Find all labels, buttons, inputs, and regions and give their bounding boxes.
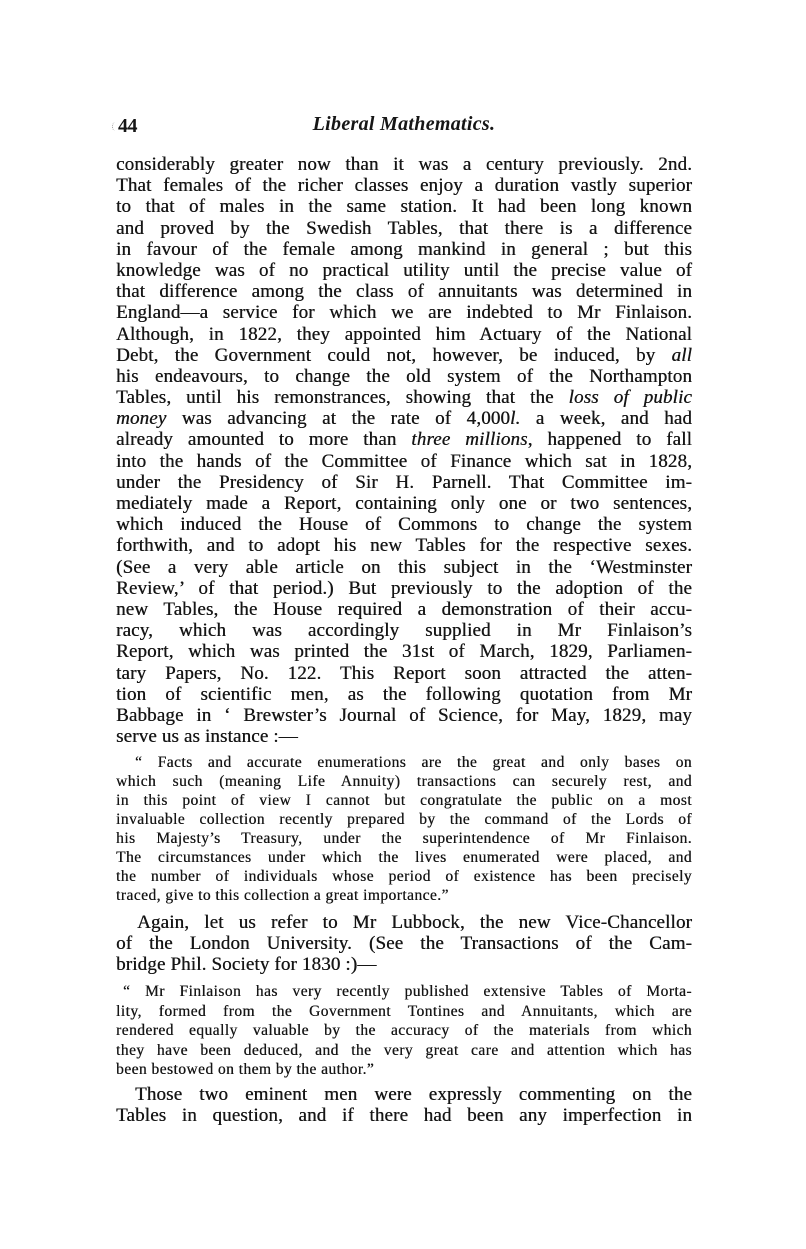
text-run: racy, which was accordingly supplied in Mr Finlaison’s xyxy=(116,620,692,642)
paragraph xyxy=(116,912,692,976)
text-line xyxy=(116,302,692,323)
text-run: been bestowed on them by the author.” xyxy=(116,1061,375,1078)
text-run: traced, give to this collection a great importance.” xyxy=(116,887,449,904)
text-line xyxy=(116,218,692,239)
text-line xyxy=(116,641,692,662)
text-run: Although, in 1822, they appointed him Actuary of the National xyxy=(116,323,692,345)
text-line xyxy=(116,429,692,450)
text-line xyxy=(116,535,692,556)
text-run: they have been deduced, and the very great care and attention which has xyxy=(116,1041,692,1059)
text-line xyxy=(116,387,692,408)
text-line xyxy=(116,620,692,641)
text-line xyxy=(116,1041,692,1061)
text-run: “ Mr Finlaison has very recently published extensive Tables of Morta- xyxy=(123,983,692,1000)
text-run: Debt, the Government could not, however, be induced, by xyxy=(116,344,672,366)
text-run: forthwith, and to adopt his new Tables for the respective sexes. xyxy=(116,535,692,557)
text-line xyxy=(116,726,692,747)
text-line xyxy=(116,1084,692,1105)
text-run: Again, let us refer to Mr Lubbock, the new Vice-Chancellor xyxy=(137,912,692,933)
text-run: of the London University. (See the Transactions of the Cam- xyxy=(116,933,692,955)
text-line xyxy=(116,867,692,886)
text-line xyxy=(116,196,692,217)
text-run: tary Papers, No. 122. This Report soon attracted the atten- xyxy=(116,662,692,684)
text-run: in favour of the female among mankind in general ; but this xyxy=(116,238,692,260)
italic-text: loss of public xyxy=(568,387,692,409)
page-header xyxy=(116,112,692,138)
text-line xyxy=(116,684,692,705)
text-line xyxy=(116,810,692,829)
text-run: a week, and had xyxy=(520,408,692,430)
text-run: Babbage in ‘ Brewster’s Journal of Science, for May, 1829, may xyxy=(116,704,692,726)
text-run: his Majesty’s Treasury, under the superintendence of Mr Finlaison. xyxy=(116,830,692,847)
text-run: that difference among the class of annuitants was determined in xyxy=(116,281,692,303)
text-line xyxy=(116,493,692,514)
text-line xyxy=(116,408,692,429)
text-run: invaluable collection recently prepared by the command of the Lords of xyxy=(116,811,692,828)
text-line xyxy=(116,239,692,260)
text-line xyxy=(116,324,692,345)
text-run: his endeavours, to change the old system of the Northampton xyxy=(116,365,692,387)
text-line xyxy=(116,281,692,302)
text-line xyxy=(116,260,692,281)
text-line xyxy=(116,599,692,620)
paragraph xyxy=(116,154,692,747)
text-run: and proved by the Swedish Tables, that there is a difference xyxy=(116,217,692,239)
text-run: Review,’ of that period.) But previously to the adoption of the xyxy=(116,577,692,599)
text-line xyxy=(116,154,692,175)
text-run: “ Facts and accurate enumerations are the great and only bases on xyxy=(135,754,692,771)
text-run: under the Presidency of Sir H. Parnell. That Committee im- xyxy=(116,471,692,493)
text-run: Tables, until his remonstrances, showing that the xyxy=(116,387,569,409)
text-run: which such (meaning Life Annuity) transactions can securely rest, and xyxy=(116,773,692,790)
text-run: The circumstances under which the lives enumerated were placed, and xyxy=(116,849,692,866)
text-line xyxy=(116,175,692,196)
text-run: mediately made a Report, containing only one or two sentences, xyxy=(116,493,692,514)
paragraph xyxy=(116,1084,692,1126)
text-line xyxy=(116,472,692,493)
text-line xyxy=(116,557,692,578)
text-run: the number of individuals whose period of existence has been precisely xyxy=(116,868,692,885)
text-line xyxy=(116,1021,692,1041)
text-line xyxy=(116,912,692,933)
italic-text: all xyxy=(671,344,692,366)
italic-text: money xyxy=(116,408,167,430)
text-line xyxy=(116,578,692,599)
italic-text: l. xyxy=(510,408,521,430)
text-run: already amounted to more than xyxy=(116,429,412,451)
text-run: tion of scientific men, as the following quotation from Mr xyxy=(116,683,692,705)
text-run: considerably greater now than it was a century previously. 2nd. xyxy=(116,154,692,175)
italic-text: three millions xyxy=(411,429,528,451)
text-line xyxy=(116,663,692,684)
text-line xyxy=(116,345,692,366)
text-run: into the hands of the Committee of Finance which sat in 1828, xyxy=(116,450,692,472)
text-run: Those two eminent men were expressly commenting on the xyxy=(135,1084,692,1105)
text-run: to that of males in the same station. It had been long known xyxy=(116,196,692,218)
text-line xyxy=(116,933,692,954)
text-run: serve us as instance :— xyxy=(116,726,298,748)
text-run: Tables in question, and if there had been any imperfection in xyxy=(116,1105,692,1126)
text-run: (See a very able article on this subject in the ‘Westminster xyxy=(116,556,692,578)
text-line xyxy=(116,791,692,810)
text-line xyxy=(116,753,692,772)
text-run: England—a service for which we are indebted to Mr Finlaison. xyxy=(116,302,692,324)
text-run: new Tables, the House required a demonstration of their accu- xyxy=(116,598,692,620)
text-line xyxy=(116,886,692,905)
text-line xyxy=(116,982,692,1002)
block-quote xyxy=(116,753,692,905)
text-line xyxy=(116,451,692,472)
text-line xyxy=(116,829,692,848)
text-line xyxy=(116,1105,692,1126)
text-run: in this point of view I cannot but congratulate the public on a most xyxy=(116,792,692,809)
text-line xyxy=(116,366,692,387)
text-line xyxy=(116,954,692,975)
text-run: rendered equally valuable by the accuracy of the materials from which xyxy=(116,1022,692,1039)
text-run: which induced the House of Commons to change the system xyxy=(116,514,692,536)
text-run: Report, which was printed the 31st of March, 1829, Parliamen- xyxy=(116,641,692,663)
page-number-text: 44 xyxy=(118,115,137,137)
block-quote xyxy=(116,982,692,1080)
text-line xyxy=(116,705,692,726)
text-line xyxy=(116,772,692,791)
text-line xyxy=(116,1002,692,1022)
running-title: Liberal Mathematics. xyxy=(312,113,496,135)
text-line xyxy=(116,514,692,535)
text-run: knowledge was of no practical utility until the precise value of xyxy=(116,259,692,281)
text-run: lity, formed from the Government Tontines and Annuitants, which are xyxy=(116,1002,692,1020)
text-run: , happened to fall xyxy=(527,429,692,451)
text-line xyxy=(116,848,692,867)
text-run: bridge Phil. Society for 1830 :)— xyxy=(116,954,377,976)
text-line xyxy=(116,1060,692,1080)
text-run: was advancing at the rate of 4,000 xyxy=(166,408,511,430)
text-run: That females of the richer classes enjoy a duration vastly superior xyxy=(116,175,692,197)
